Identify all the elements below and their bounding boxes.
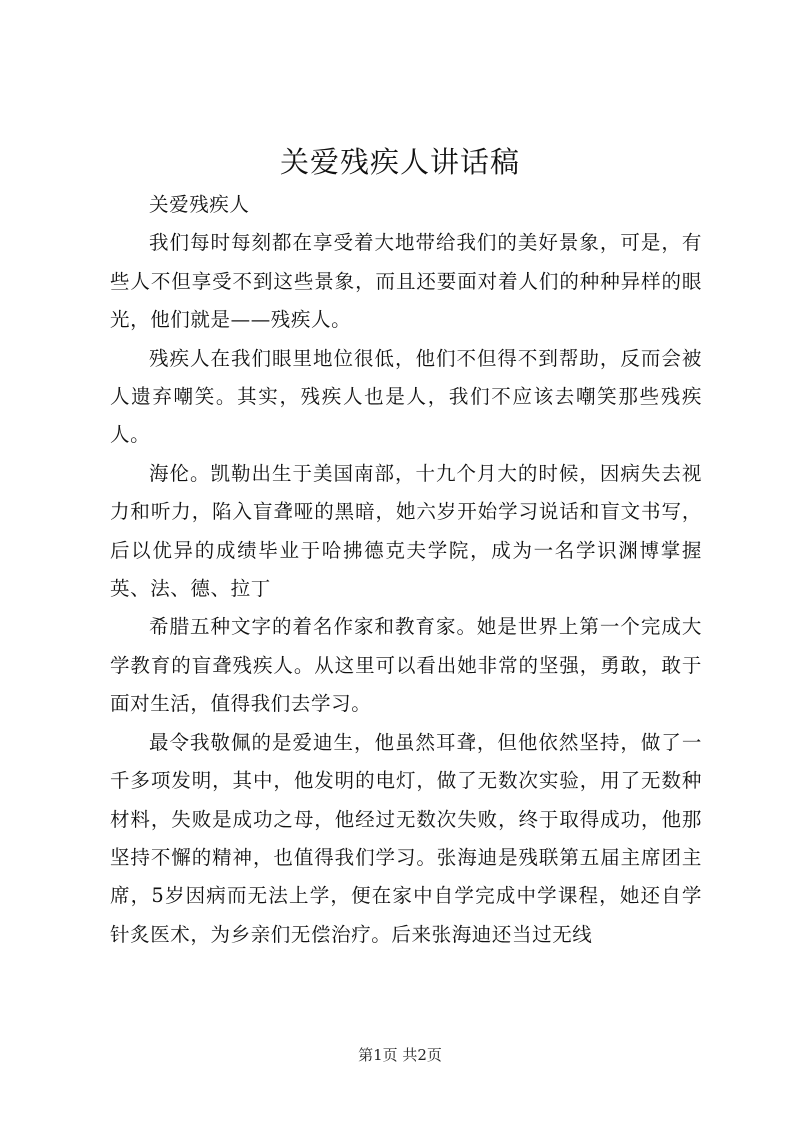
paragraph: 希腊五种文字的着名作家和教育家。她是世界上第一个完成大学教育的盲聋残疾人。从这里可以看出她非常的坚强，勇敢，敢于面对生活，值得我们去学习。 xyxy=(110,615,702,716)
paragraph: 残疾人在我们眼里地位很低，他们不但得不到帮助，反而会被人遗弃嘲笑。其实，残疾人也是人，我们不应该去嘲笑那些残疾人。 xyxy=(110,346,702,447)
paragraph: 我们每时每刻都在享受着大地带给我们的美好景象，可是，有些人不但享受不到这些景象，而且还要面对着人们的种种异样的眼光，他们就是——残疾人。 xyxy=(110,231,702,332)
paragraph: 关爱残疾人 xyxy=(149,193,250,216)
document-body xyxy=(110,186,702,954)
document-title: 关爱残疾人讲话稿 xyxy=(279,145,520,179)
paragraph: 最令我敬佩的是爱迪生，他虽然耳聋，但他依然坚持，做了一千多项发明，其中，他发明的电灯，做了无数次实验，用了无数种材料，失败是成功之母，他经过无数次失败，终于取得成功，他那坚持不懈的精神，也值得我们学习。张海迪是残联第五届主席团主席，5岁因病而无法上学，便在家中自学完成中学课程，她还自学针炙医术，为乡亲们无偿治疗。后来张海迪还当过无线 xyxy=(110,730,702,946)
paragraph: 海伦。凯勒出生于美国南部，十九个月大的时候，因病失去视力和听力，陷入盲聋哑的黑暗，她六岁开始学习说话和盲文书写，后以优异的成绩毕业于哈拂德克夫学院，成为一名学识渊博掌握英、法、德、拉丁 xyxy=(110,461,702,601)
page-number-footer: 第1页 共2页 xyxy=(358,1046,442,1064)
